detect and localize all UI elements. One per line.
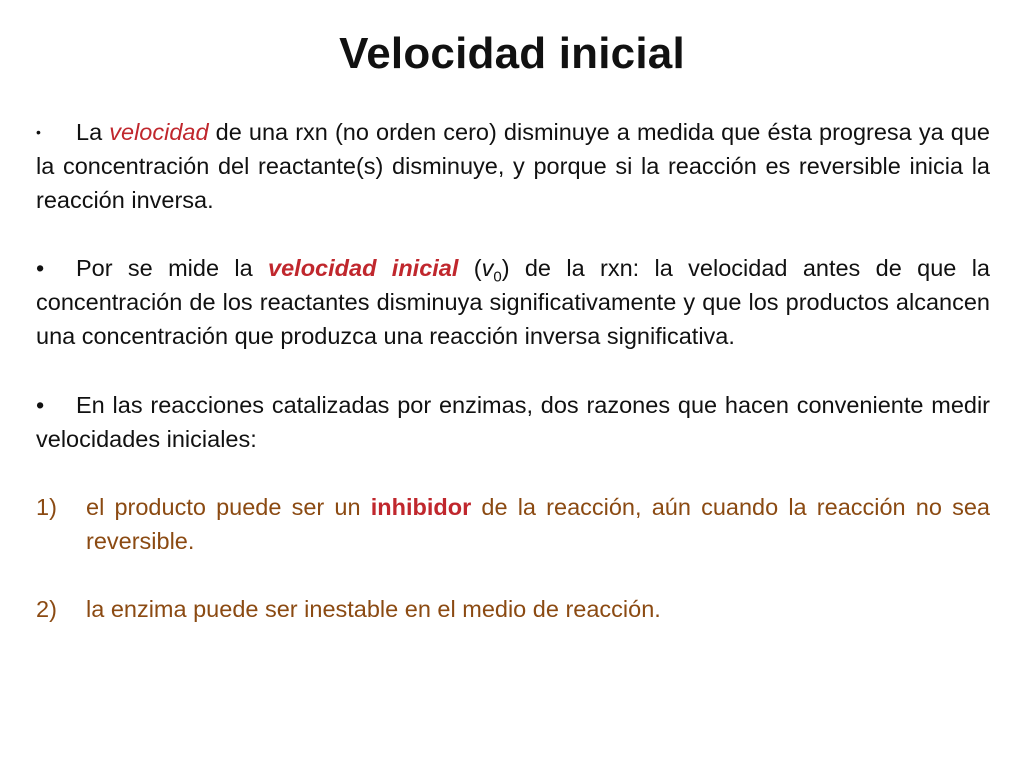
paragraph-text: Por se mide la (76, 255, 269, 281)
highlight-velocidad-inicial: velocidad inicial (268, 255, 459, 281)
bullet-marker: • (36, 255, 45, 281)
list-number: 2) (36, 596, 57, 622)
list-item (36, 592, 990, 626)
highlight-inhibidor: inhibidor (370, 494, 472, 520)
paragraph-text: La (76, 119, 110, 145)
list-text-part: el producto puede ser un (86, 494, 371, 520)
paragraph-text: de una rxn (no orden cero) disminuye a medida que ésta progresa ya que la concentración del reactante(s) disminuye, y porque si la reacción es reversible inicia la reacción inversa. (36, 119, 990, 213)
bullet-marker: • (36, 124, 41, 140)
symbol-v: v (481, 255, 494, 281)
list-text-part: de la reacción, aún cuando la reacción no sea reversible. (86, 494, 990, 554)
paragraph-enzimas (36, 388, 990, 456)
paragraph-velocidad-inicial (36, 251, 990, 353)
list-text: la enzima puede ser inestable en el medio de reacción. (86, 596, 661, 622)
paragraph-text: ( (458, 255, 482, 281)
list-item (36, 490, 990, 558)
list-number: 1) (36, 494, 57, 520)
paragraph-text: ) de la rxn: la velocidad antes de que la concentración de los reactantes disminuya significativamente y que los productos alcancen una concentración que produzca una reacción inversa significativa. (36, 255, 991, 349)
list-text (86, 490, 990, 558)
slide-title: Velocidad inicial (339, 29, 685, 78)
paragraph-text: En las reacciones catalizadas por enzimas, dos razones que hacen conveniente medir velocidades iniciales: (36, 392, 990, 452)
bullet-marker: • (36, 392, 45, 418)
symbol-subscript: 0 (493, 268, 502, 286)
paragraph-velocidad (36, 115, 990, 217)
highlight-velocidad: velocidad (109, 119, 209, 145)
